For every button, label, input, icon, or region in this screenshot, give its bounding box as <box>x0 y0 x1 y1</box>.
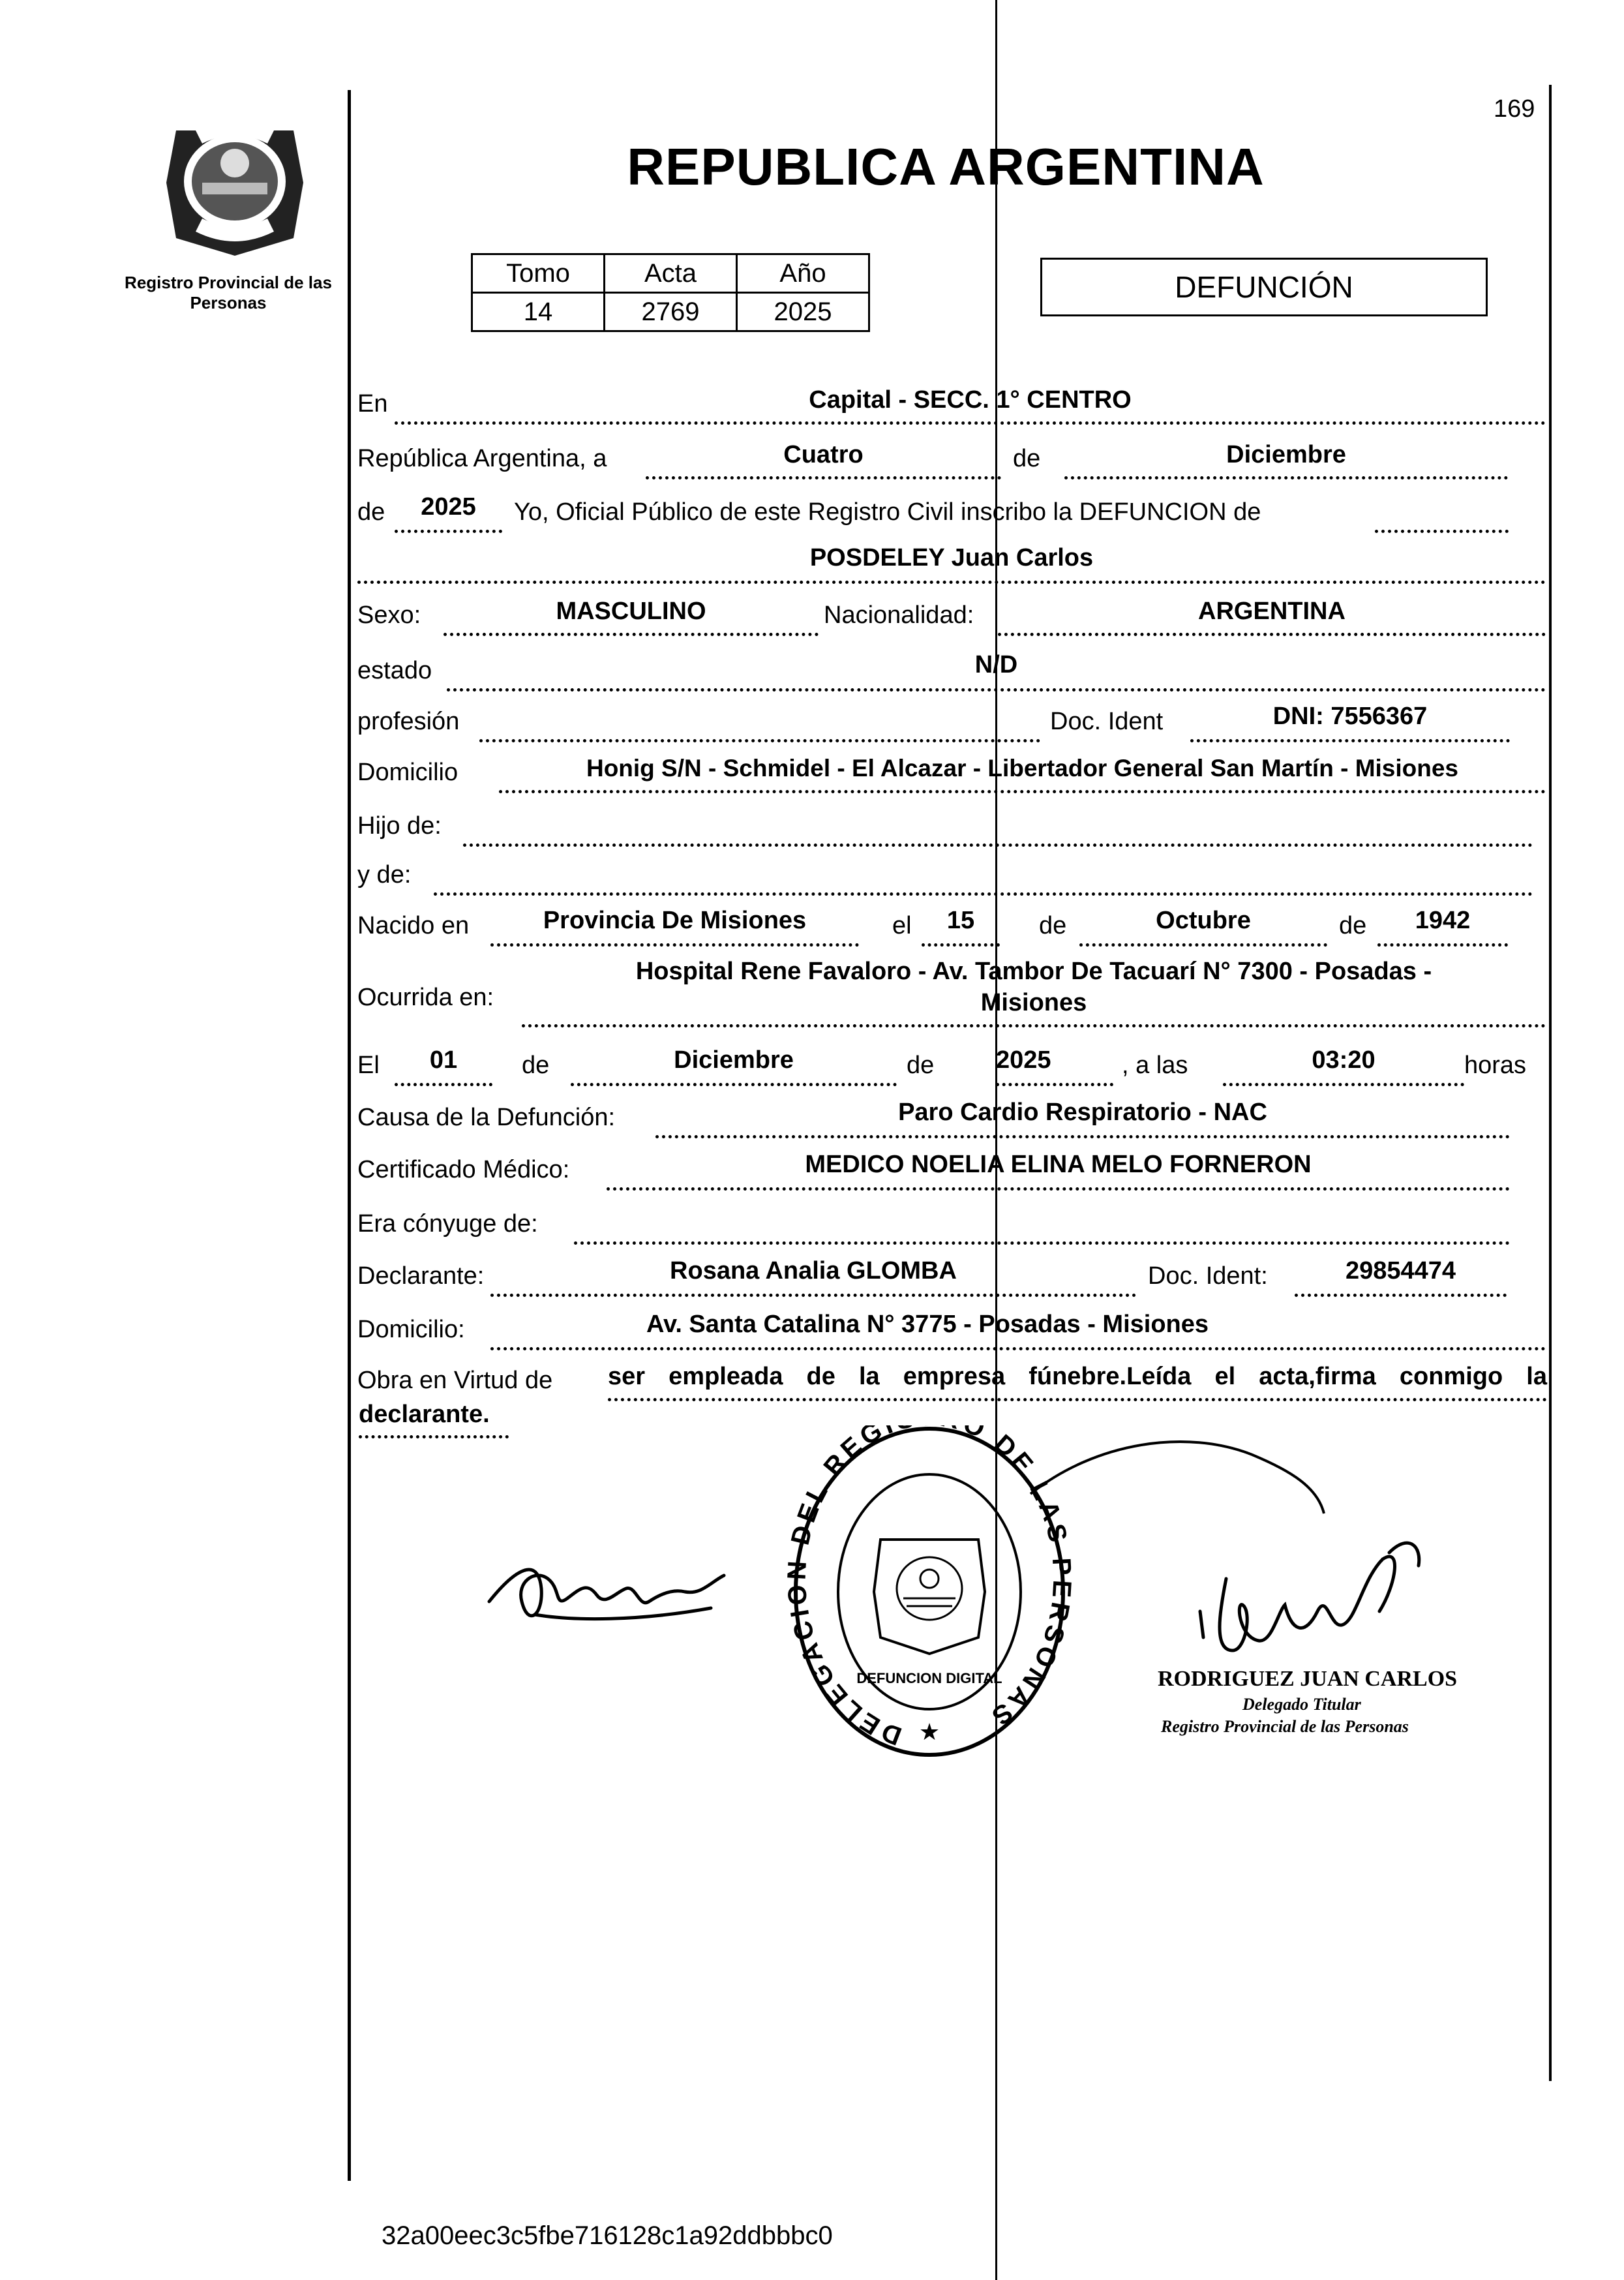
def-year: 2025 <box>996 1046 1051 1074</box>
decl-dom-value: Av. Santa Catalina N° 3775 - Posadas - Misiones <box>646 1311 1209 1338</box>
fold-line <box>995 0 997 2280</box>
estado-label: estado <box>357 657 432 684</box>
country-title: REPUBLICA ARGENTINA <box>627 138 1265 196</box>
nacionalidad-label: Nacionalidad: <box>824 601 974 629</box>
ocurrida-line <box>522 1024 1546 1027</box>
obra-label: Obra en Virtud de <box>357 1367 553 1394</box>
registry-name: Registro Provincial de las Personas <box>125 273 332 313</box>
svg-text:DELEGACION DEL REGISTRO DE LAS: DELEGACI DEL REG O DE LAS RSONAS <box>786 1425 1073 1751</box>
decl-dom-label: Domicilio: <box>357 1316 465 1343</box>
sexo-label: Sexo: <box>357 601 421 629</box>
cert-label: Certificado Médico: <box>357 1156 570 1183</box>
day-line <box>646 476 1001 479</box>
decl-doc-label: Doc. Ident: <box>1148 1262 1268 1290</box>
nac-de1-label: de <box>1039 912 1067 939</box>
en-value: Capital - SECC. 1° CENTRO <box>809 386 1132 414</box>
doc-label: Doc. Ident <box>1050 708 1164 735</box>
el-label: el <box>892 912 912 939</box>
nac-year-line <box>1377 943 1508 947</box>
svg-text:DEFUNCION DIGITAL: DEFUNCION DIGITAL <box>856 1670 1002 1686</box>
record-table-acta: 2769 <box>605 293 737 331</box>
nacido-label: Nacido en <box>357 912 470 939</box>
nacido-line <box>490 943 859 947</box>
conyuge-label: Era cónyuge de: <box>357 1210 538 1238</box>
name-line <box>357 581 1546 584</box>
def-de1-label: de <box>522 1052 550 1079</box>
svg-text:★: ★ <box>918 1718 940 1745</box>
horas-label: horas <box>1464 1052 1527 1079</box>
record-table-header-tomo: Tomo <box>472 254 605 293</box>
decl-doc-value: 29854474 <box>1345 1257 1456 1284</box>
estado-line <box>447 688 1546 692</box>
nacido-value: Provincia De Misiones <box>543 907 807 934</box>
def-month-line <box>571 1083 897 1086</box>
en-line <box>395 421 1546 425</box>
delegate-office: Registro Provincial de las Personas <box>1161 1717 1409 1736</box>
domicilio-line <box>499 790 1546 793</box>
delegate-name: RODRIGUEZ JUAN CARLOS <box>1158 1667 1458 1691</box>
doc-line <box>1190 739 1510 742</box>
page-number: 169 <box>1494 95 1535 123</box>
profesion-line <box>479 739 1040 742</box>
causa-line <box>655 1135 1510 1138</box>
province-seal-logo <box>157 104 313 261</box>
nac-day-line <box>922 943 1000 947</box>
left-margin-line <box>348 90 351 2181</box>
def-de2-label: de <box>907 1052 935 1079</box>
obra-line-2 <box>359 1435 509 1438</box>
nac-de2-label: de <box>1339 912 1367 939</box>
conyuge-line <box>574 1241 1510 1245</box>
record-table-header-acta: Acta <box>605 254 737 293</box>
hijo-label: Hijo de: <box>357 812 442 840</box>
def-time-line <box>1223 1083 1464 1086</box>
deceased-name: POSDELEY Juan Carlos <box>809 544 1094 571</box>
oficial-line <box>1375 530 1509 533</box>
obra-value-2: declarante. <box>359 1401 490 1428</box>
decl-doc-line <box>1295 1294 1507 1297</box>
declarant-signature <box>476 1530 737 1647</box>
domicilio-value: Honig S/N - Schmidel - El Alcazar - Libertador General San Martín - Misiones <box>586 755 1459 782</box>
declarante-value: Rosana Analia GLOMBA <box>670 1257 957 1284</box>
el2-label: El <box>357 1052 380 1079</box>
month-line <box>1064 476 1508 479</box>
def-day-line <box>395 1083 492 1086</box>
de2-label: de <box>357 498 385 526</box>
nac-day: 15 <box>946 907 975 934</box>
nacionalidad-line <box>998 633 1546 636</box>
sexo-value: MASCULINO <box>556 598 706 625</box>
nac-year: 1942 <box>1415 907 1471 934</box>
day-value: Cuatro <box>783 441 864 468</box>
year-value: 2025 <box>421 493 476 521</box>
causa-label: Causa de la Defunción: <box>357 1104 616 1131</box>
record-table <box>471 253 870 332</box>
ocurrida-line2: Misiones <box>980 989 1087 1016</box>
declarante-label: Declarante: <box>357 1262 485 1290</box>
def-time: 03:20 <box>1312 1046 1376 1074</box>
de1-label: de <box>1013 445 1041 472</box>
causa-value: Paro Cardio Respiratorio - NAC <box>898 1099 1267 1126</box>
nacionalidad-value: ARGENTINA <box>1198 598 1346 625</box>
ocurrida-line1: Hospital Rene Favaloro - Av. Tambor De Tacuarí N° 7300 - Posadas - <box>635 958 1432 985</box>
yde-label: y de: <box>357 861 412 889</box>
record-table-values <box>472 293 869 331</box>
delegate-signature <box>1017 1416 1500 1696</box>
profesion-label: profesión <box>357 708 460 735</box>
nac-month: Octubre <box>1156 907 1251 934</box>
def-day: 01 <box>429 1046 458 1074</box>
hijo-line <box>463 844 1533 847</box>
record-table-tomo: 14 <box>472 293 605 331</box>
domicilio-label: Domicilio <box>357 759 459 786</box>
obra-line <box>608 1398 1547 1401</box>
alas-label: , a las <box>1122 1052 1188 1079</box>
obra-value: ser empleada de la empresa fúnebre.Leída el acta,firma conmigo la <box>608 1363 1547 1390</box>
yde-line <box>434 892 1533 896</box>
year-line <box>395 530 502 533</box>
right-margin-line <box>1549 85 1552 2081</box>
ocurrida-label: Ocurrida en: <box>357 984 494 1011</box>
nac-month-line <box>1079 943 1327 947</box>
oficial-text: Yo, Oficial Público de este Registro Civil inscribo la DEFUNCION de <box>514 498 1261 526</box>
document-hash: 32a00eec3c5fbe716128c1a92ddbbbc0 <box>382 2221 833 2250</box>
cert-line <box>607 1187 1510 1191</box>
record-table-header <box>472 254 869 293</box>
def-month: Diciembre <box>674 1046 794 1074</box>
record-table-ano: 2025 <box>737 293 869 331</box>
delegate-title: Delegado Titular <box>1242 1695 1361 1714</box>
record-table-header-ano: Año <box>737 254 869 293</box>
estado-value: N/D <box>974 651 1018 678</box>
decl-dom-line <box>490 1347 1546 1350</box>
month-value: Diciembre <box>1226 441 1346 468</box>
def-year-line <box>996 1083 1113 1086</box>
doc-value: DNI: 7556367 <box>1272 703 1428 730</box>
record-type-box: DEFUNCIÓN <box>1040 258 1488 316</box>
en-label: En <box>357 390 388 418</box>
republica-label: República Argentina, a <box>357 445 607 472</box>
declarante-line <box>490 1294 1136 1297</box>
sexo-line <box>444 633 819 636</box>
cert-value: MEDICO NOELIA ELINA MELO FORNERON <box>805 1151 1312 1178</box>
